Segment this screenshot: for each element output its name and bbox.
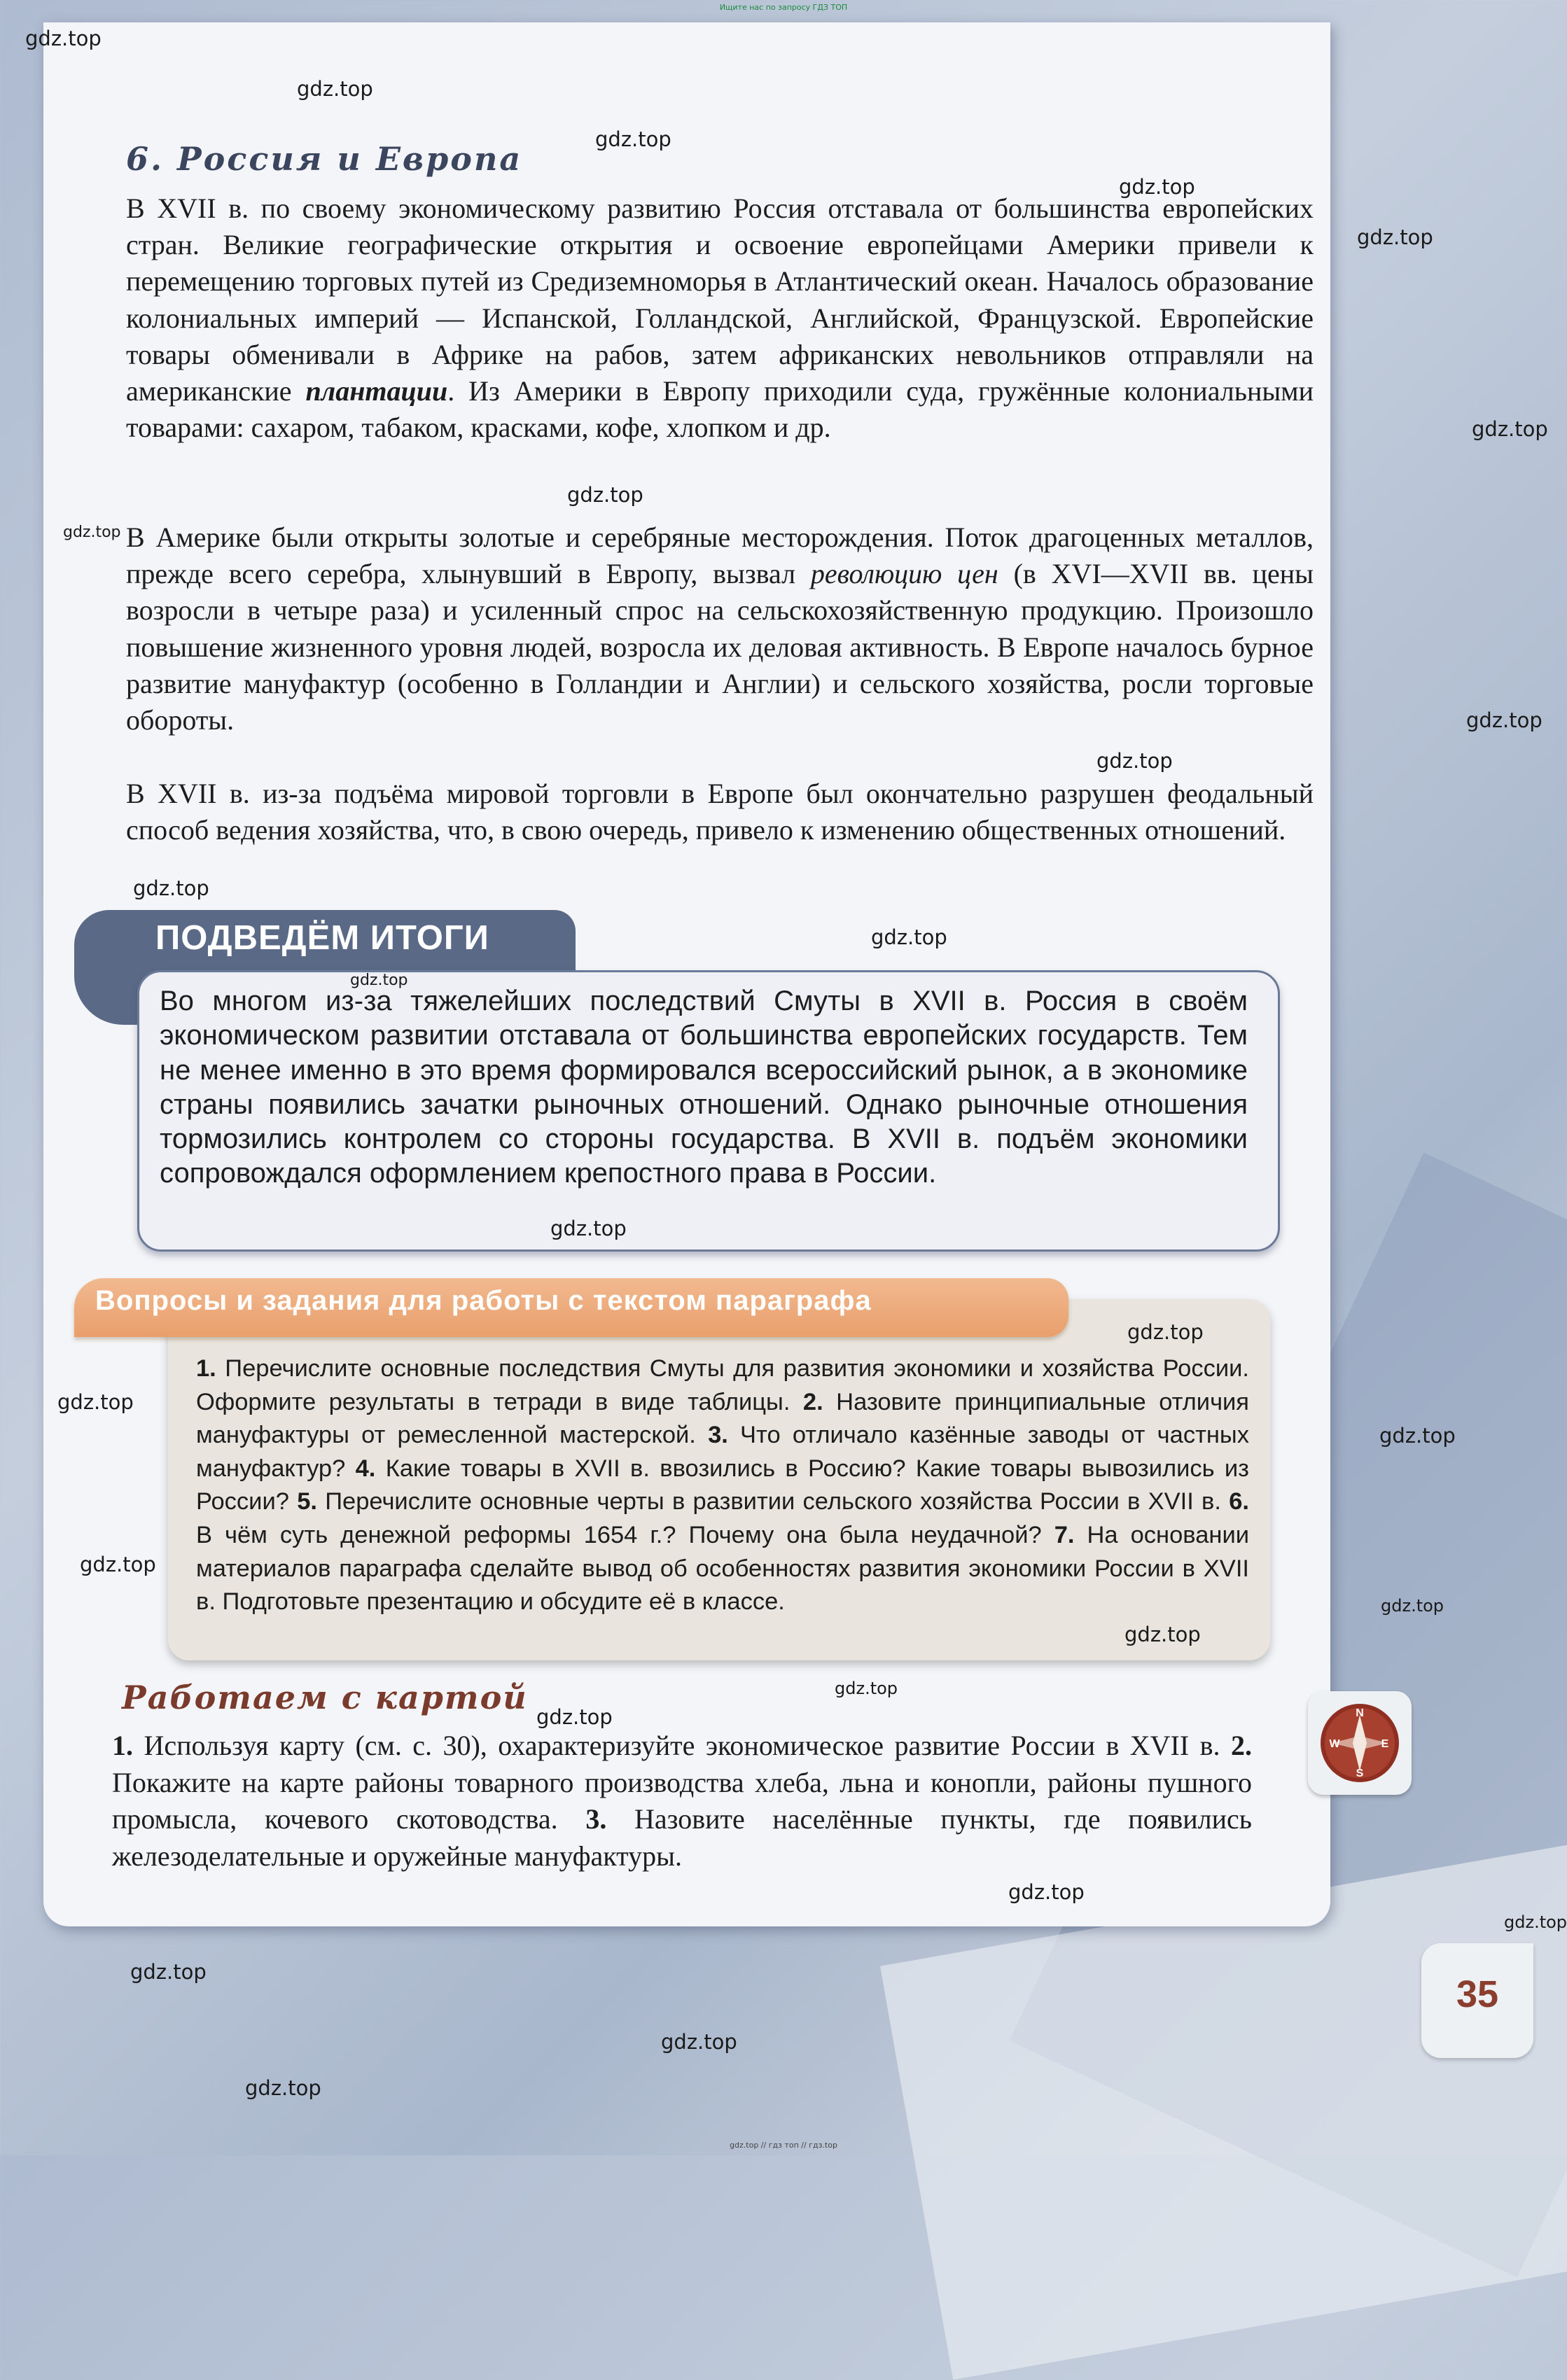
watermark: gdz.top [1096,749,1173,773]
watermark: gdz.top [1466,708,1542,732]
question-number: 4. [355,1455,376,1482]
question-text: Перечислите основные черты в развитии сельского хозяйства России в XVII в. [316,1488,1230,1516]
watermark: gdz.top [1504,1912,1567,1932]
question-number: 2. [802,1388,823,1415]
task-text: Используя карту (см. с. 30), охарактеризуйте экономическое развитие России в XVII в. [133,1730,1231,1761]
section-title: 6. Россия и Европа [126,140,523,178]
watermark: gdz.top [130,1960,207,1984]
paragraph-1 [126,190,1314,446]
watermark: gdz.top [835,1679,898,1698]
watermark: gdz.top [1127,1320,1204,1344]
watermark: gdz.top [297,77,373,101]
paragraph-text: . Из Америки в Европу приходили суда, гружённые колониальными товарами: сахаром, табаком, красками, кофе, хлопком и др. [126,375,1314,444]
watermark: gdz.top [57,1390,134,1414]
watermark: gdz.top [63,524,121,541]
page-number: 35 [1456,1973,1499,2015]
paragraph-2 [126,519,1314,738]
watermark: gdz.top [1381,1596,1444,1616]
task-number: 3. [585,1803,607,1835]
task-number: 1. [112,1730,133,1761]
watermark: gdz.top [350,972,408,989]
compass-letter-e: E [1381,1738,1389,1750]
map-tasks-text [112,1728,1252,1875]
watermark: gdz.top [133,876,209,900]
watermark: gdz.top [1472,417,1548,441]
task-text: Назовите населённые пункты, где появились железоделательные и оружейные мануфактуры. [112,1803,1252,1872]
map-section-title: Работаем с картой [122,1679,528,1716]
watermark: gdz.top [1008,1880,1085,1904]
compass-letter-s: S [1356,1768,1364,1779]
questions-title: Вопросы и задания для работы с текстом параграфа [95,1285,872,1316]
watermark: gdz.top [567,483,643,507]
compass-letter-n: N [1356,1707,1364,1719]
question-number: 5. [297,1488,317,1516]
question-text: Что отличало казённые заводы от частных мануфактур? [196,1422,1249,1482]
question-text: Перечислите основные последствия Смуты для развития экономики и хозяйства России. Оформите результаты в тетради в виде таблицы. [196,1355,1249,1415]
question-number: 7. [1054,1521,1075,1548]
paragraph-text: В XVII в. по своему экономическому развитию Россия отставала от большинства европейских стран. Великие географические открытия и освоение европейцами Америки привели к перемещению торговых путей из Средиземноморья в Атлантический океан. Началось образование колониальных империй — Испанской, Голландской, Английской, Французской. Европейские товары обменивали в Африке на рабов, затем африканских невольников отправляли на американские [126,192,1314,407]
watermark: gdz.top [661,2030,737,2054]
watermark: gdz.top [550,1217,627,1240]
watermark: gdz.top [536,1705,613,1729]
watermark: gdz.top [1357,225,1433,249]
compass-icon [1308,1691,1412,1795]
term-plantations: плантации [305,375,448,407]
question-text: Какие товары в XVII в. ввозились в Россию? Какие товары вывозились из России? [196,1455,1250,1516]
summary-title: ПОДВЕДЁМ ИТОГИ [155,919,489,957]
term-price-revolution: революцию цен [810,558,998,590]
watermark: gdz.top [1119,175,1195,199]
summary-text: Во многом из-за тяжелейших последствий Смуты в XVII в. Россия в своём экономическом развитии отставала от большинства европейских государств. Тем не менее именно в это время формировался всероссийский рынок, а в экономике страны появились зачатки рыночных отношений. Однако рыночные отношения тормозились контролем со стороны государства. В XVII в. подъём экономики сопровождался оформлением крепостного права в России. [160,986,1248,1189]
paragraph-3: В XVII в. из-за подъёма мировой торговли в Европе был окончательно разрушен феодальный способ ведения хозяйства, что, в свою очередь, привело к изменению общественных отношений. [126,778,1314,846]
questions-text [196,1352,1249,1619]
top-note: Ищите нас по запросу ГДЗ ТОП [719,3,848,12]
watermark: gdz.top [1379,1424,1456,1448]
paragraph-text: В Америке были открыты золотые и серебряные месторождения. Поток драгоценных металлов, прежде всего серебра, хлынувший в Европу, вызвал [126,522,1314,590]
watermark: gdz.top [595,127,671,151]
watermark: gdz.top [871,925,947,949]
watermark: gdz.top [245,2076,321,2100]
bottom-note: gdz.top // гдз топ // гдз.top [730,2141,837,2150]
compass-badge [1308,1691,1412,1795]
task-text: Покажите на карте районы товарного производства хлеба, льна и конопли, районы пушного промысла, кочевого скотоводства. [112,1766,1252,1835]
question-text: В чём суть денежной реформы 1654 г.? Почему она была неудачной? [196,1521,1054,1548]
watermark: gdz.top [1124,1623,1201,1646]
watermark: gdz.top [80,1553,156,1576]
task-number: 2. [1231,1730,1252,1761]
watermark: gdz.top [25,27,102,50]
question-text: Назовите принципиальные отличия мануфактуры от ремесленной мастерской. [196,1388,1249,1449]
question-number: 3. [708,1422,728,1449]
question-text: На основании материалов параграфа сделайте вывод об особенностях развития экономики России в XVII в. Подготовьте презентацию и обсудите её в классе. [196,1521,1249,1616]
paragraph-text: (в XVI—XVII вв. цены возросли в четыре раза) и усиленный спрос на сельскохозяйственную продукцию. Произошло повышение жизненного уровня людей, возросла их деловая активность. В Европе началось бурное развитие мануфактур (особенно в Голландии и Англии) и сельского хозяйства, росли торговые обороты. [126,558,1314,736]
question-number: 1. [196,1355,216,1382]
compass-letter-w: W [1329,1738,1340,1750]
question-number: 6. [1229,1488,1249,1516]
